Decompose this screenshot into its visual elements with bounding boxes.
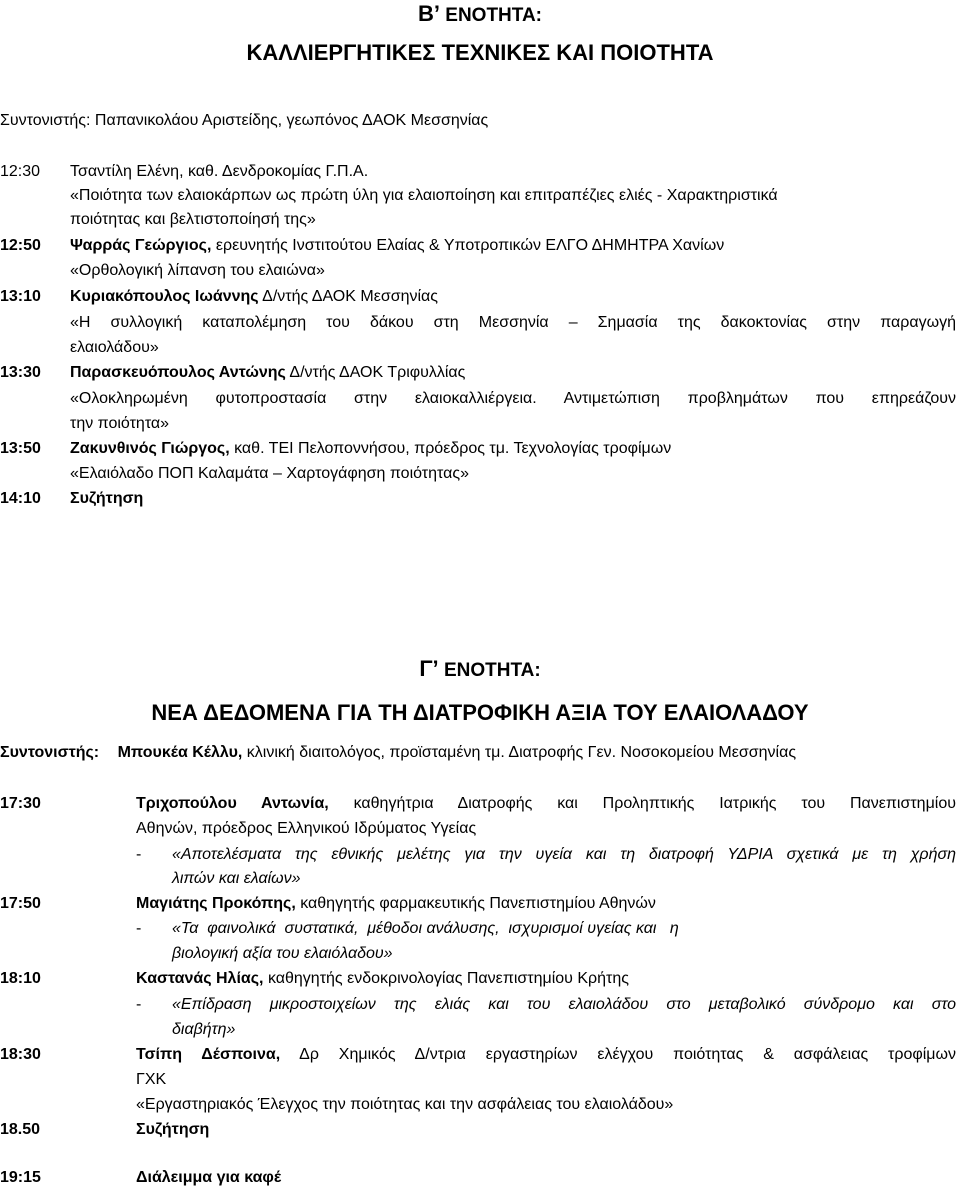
speaker-line	[136, 1045, 956, 1066]
coordinator-name: Μπουκέα Κέλλυ,	[117, 744, 243, 761]
schedule-time: 19:15	[0, 1169, 41, 1186]
talk-title: «Ολοκληρωμένη φυτοπροστασία στην ελαιοκαλλιέργεια. Αντιμετώπιση προβλημάτων που επηρεάζουν	[70, 390, 956, 407]
speaker-line	[70, 236, 724, 257]
schedule-time: 13:30	[0, 364, 41, 381]
talk-title: διαβήτη»	[172, 1021, 236, 1038]
speaker-name: Τριχοπούλου Αντωνία,	[136, 795, 329, 812]
talk-title: «Ποιότητα των ελαιοκάρπων ως πρώτη ύλη για ελαιοποίηση και επιτραπέζιες ελιές - Χαρακτηριστικά	[70, 187, 778, 204]
speaker-line	[136, 894, 656, 915]
talk-title: «Ελαιόλαδο ΠΟΠ Καλαμάτα – Χαρτογάφηση ποιότητας»	[70, 465, 469, 482]
break-label: Διάλειμμα για καφέ	[136, 1169, 282, 1186]
talk-title: «Τα φαινολικά συστατικά, μέθοδοι ανάλυσης, ισχυρισμοί υγείας και η	[172, 920, 679, 937]
talk-item	[136, 845, 956, 866]
speaker-name: Ζακυνθινός Γιώργος,	[70, 440, 230, 457]
speaker-name: Ψαρράς Γεώργιος,	[70, 237, 212, 254]
speaker-name: Καστανάς Ηλίας,	[136, 970, 264, 987]
section-c-coordinator	[0, 743, 796, 764]
speaker-line	[70, 363, 465, 384]
schedule-time: 13:50	[0, 440, 41, 457]
section-b-label: ΕΝΟΤΗΤΑ:	[445, 5, 543, 26]
talk-item	[136, 919, 679, 940]
talk-title: την ποιότητα»	[70, 415, 170, 432]
schedule-time: 12:50	[0, 237, 41, 254]
list-dash: -	[136, 996, 142, 1013]
schedule-time: 18:10	[0, 970, 41, 987]
section-b-heading	[0, 0, 960, 29]
section-b-letter: Β’	[417, 1, 440, 26]
schedule-time: 18.50	[0, 1121, 41, 1138]
speaker-line	[70, 287, 438, 308]
speaker-line	[136, 969, 629, 990]
section-c-heading	[0, 655, 960, 684]
speaker-name: Τσαντίλη Ελένη,	[70, 163, 184, 180]
list-dash: -	[136, 920, 142, 937]
speaker-affiliation: καθηγητής ενδοκρινολογίας Πανεπιστημίου Κρήτης	[263, 970, 629, 987]
discussion-label: Συζήτηση	[70, 490, 144, 507]
talk-title: «Επίδραση μικροστοιχείων της ελιάς και του ελαιολάδου στο μεταβολικό σύνδρομο και στο	[172, 996, 956, 1013]
speaker-name: Μαγιάτης Προκόπης,	[136, 895, 296, 912]
talk-title: «Εργαστηριακός Έλεγχος την ποιότητας και την ασφάλειας του ελαιολάδου»	[136, 1096, 674, 1113]
talk-item	[136, 995, 956, 1016]
speaker-affiliation: καθ. Δενδροκομίας Γ.Π.Α.	[183, 163, 369, 180]
section-c-title: ΝΕΑ ΔΕΔΟΜΕΝΑ ΓΙΑ ΤΗ ΔΙΑΤΡΟΦΙΚΗ ΑΞΙΑ ΤΟΥ ΕΛΑΙΟΛΑΔΟΥ	[151, 700, 809, 725]
talk-title: ποιότητας και βελτιστοποίησή της»	[70, 211, 316, 228]
speaker-affiliation: καθηγήτρια Διατροφής και Προληπτικής Ιατρικής του Πανεπιστημίου	[328, 795, 957, 812]
speaker-line	[136, 794, 956, 815]
coordinator-label: Συντονιστής:	[0, 112, 91, 129]
schedule-time: 17:30	[0, 795, 41, 812]
schedule-time: 17:50	[0, 895, 41, 912]
speaker-affiliation: Δρ Χημικός Δ/ντρια εργαστηρίων ελέγχου ποιότητας & ασφάλειας τροφίμων	[280, 1046, 957, 1063]
list-dash: -	[136, 846, 142, 863]
discussion-label: Συζήτηση	[136, 1121, 210, 1138]
section-c-label: ΕΝΟΤΗΤΑ:	[443, 660, 541, 681]
speaker-name: Τσίπη Δέσποινα,	[136, 1046, 281, 1063]
speaker-affiliation: ερευνητής Ινστιτούτου Ελαίας & Υποτροπικών ΕΛΓΟ ΔΗΜΗΤΡΑ Χανίων	[211, 237, 725, 254]
talk-title: «Η συλλογική καταπολέμηση του δάκου στη Μεσσηνία – Σημασία της δακοκτονίας στην παραγωγή	[70, 314, 956, 331]
schedule-time: 13:10	[0, 288, 41, 305]
talk-title: «Αποτελέσματα της εθνικής μελέτης για την υγεία και τη διατροφή ΥΔΡΙΑ σχετικά με τη χρήση	[172, 846, 956, 863]
speaker-affiliation: Αθηνών, πρόεδρος Ελληνικού Ιδρύματος Υγείας	[136, 820, 477, 837]
speaker-affiliation: καθηγητής φαρμακευτικής Πανεπιστημίου Αθηνών	[295, 895, 656, 912]
talk-title: ελαιολάδου»	[70, 339, 159, 356]
section-b-title: ΚΑΛΛΙΕΡΓΗΤΙΚΕΣ ΤΕΧΝΙΚΕΣ ΚΑΙ ΠΟΙΟΤΗΤΑ	[246, 40, 714, 65]
coordinator-label: Συντονιστής:	[0, 744, 100, 761]
schedule-time: 18:30	[0, 1046, 41, 1063]
talk-title: βιολογική αξία του ελαιόλαδου»	[172, 945, 393, 962]
coordinator-text: Παπανικολάου Αριστείδης, γεωπόνος ΔΑΟΚ Μεσσηνίας	[94, 112, 489, 129]
section-b-coordinator	[0, 111, 488, 132]
speaker-affiliation: Δ/ντής ΔΑΟΚ Τριφυλλίας	[285, 364, 466, 381]
schedule-time: 12:30	[0, 163, 41, 180]
talk-title: λιπών και ελαίων»	[172, 870, 301, 887]
speaker-name: Παρασκευόπουλος Αντώνης	[70, 364, 286, 381]
talk-title: «Ορθολογική λίπανση του ελαιώνα»	[70, 262, 325, 279]
schedule-time: 14:10	[0, 490, 41, 507]
section-c-letter: Γ’	[419, 656, 439, 681]
speaker-line	[70, 162, 368, 183]
speaker-line	[70, 439, 671, 460]
speaker-affiliation: καθ. ΤΕΙ Πελοποννήσου, πρόεδρος τμ. Τεχνολογίας τροφίμων	[229, 440, 672, 457]
speaker-affiliation: ΓΧΚ	[136, 1071, 167, 1088]
speaker-affiliation: Δ/ντής ΔΑΟΚ Μεσσηνίας	[258, 288, 438, 305]
speaker-name: Κυριακόπουλος Ιωάννης	[70, 288, 259, 305]
coordinator-text: κλινική διαιτολόγος, προϊσταμένη τμ. Διατροφής Γεν. Νοσοκομείου Μεσσηνίας	[242, 744, 797, 761]
